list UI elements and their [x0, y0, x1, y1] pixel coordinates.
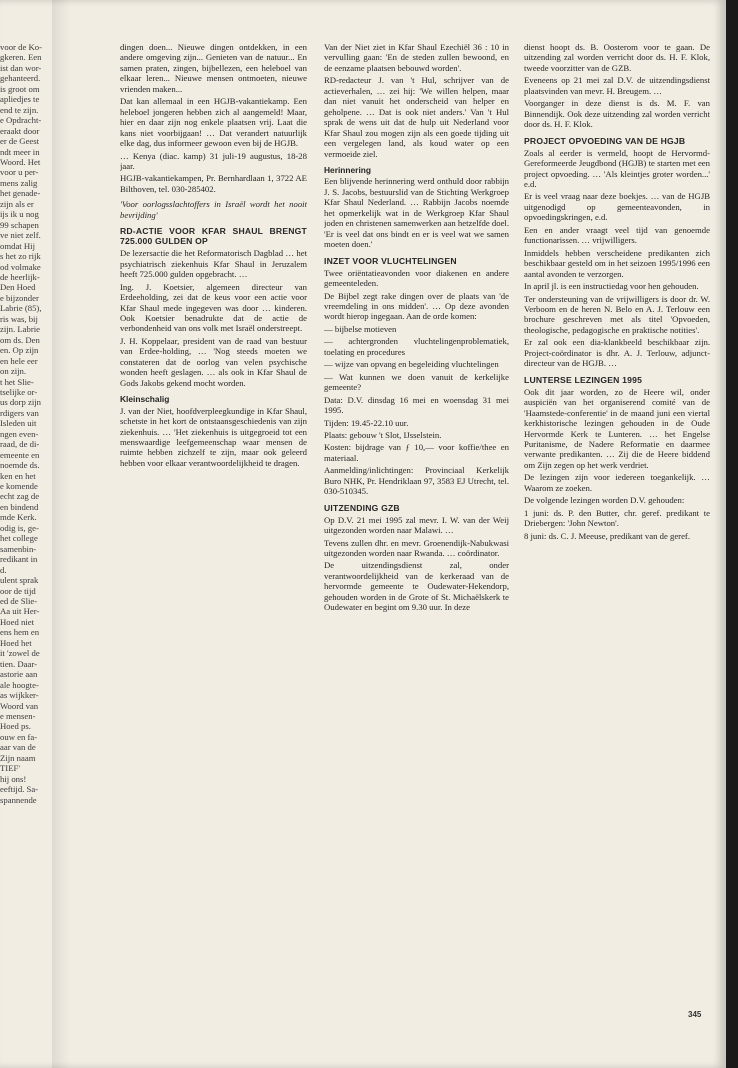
cropped-line: eeftijd. Sa- — [0, 784, 39, 795]
cropped-line: Woord van — [0, 700, 39, 711]
list-item: — wijze van opvang en begeleiding vluchtelingen — [324, 359, 499, 370]
article-column-3 — [524, 42, 710, 543]
event-times: Tijden: 19.45-22.10 uur. — [324, 417, 409, 428]
cropped-line: ens hem en — [0, 627, 40, 638]
cropped-line: ist dan wor- — [0, 62, 42, 73]
headline-project-opvoeding: PROJECT OPVOEDING VAN DE HGJB — [524, 135, 686, 146]
cropped-left-column — [0, 42, 50, 805]
subheading-herinnering: Herinnering — [324, 164, 371, 175]
cropped-line: ken en het — [0, 470, 36, 481]
headline-uitzending-gzb: UITZENDING GZB — [324, 502, 400, 513]
cropped-line: gehanteerd. — [0, 73, 41, 84]
camp-list: … Kenya (diac. kamp) 31 juli-19 augustus, 18-28 jaar. — [120, 150, 307, 171]
cropped-line: mens zalig — [0, 177, 38, 188]
cropped-line: noemde ds. — [0, 460, 40, 471]
list-item: — bijbelse motieven — [324, 323, 397, 334]
cropped-line: ve niet zelf. — [0, 230, 41, 241]
cropped-line: end te zijn. — [0, 104, 39, 115]
cropped-line: hij ons! — [0, 773, 27, 784]
cropped-line: Isleden uit — [0, 418, 37, 429]
cropped-line: odig is, ge- — [0, 522, 39, 533]
cropped-line: t het Slie- — [0, 376, 34, 387]
list-item: — Wat kunnen we doen vanuit de kerkelijke gemeente? — [324, 371, 509, 393]
article-paragraph: Een blijvende herinnering werd onthuld door rabbijn J. S. Jacobs, bestuurslid van de Stichting Werkgroep Kfar Shaul Nederland. … Rabbijn Jacobs noemde het opmerkelijk wat in de Werkgroep Kfar Shaul joden en christenen samenwerken aan hetzelfde doel. 'Er is veel dat ons bindt en er is veel wat we samen moeten doen.' — [324, 176, 509, 250]
article-column-2 — [324, 42, 509, 615]
article-paragraph: De lezersactie die het Reformatorisch Dagblad … het psychiatrisch ziekenhuis Kfar Shaul in Jeruzalem heeft 725.000 gulden opgebracht. … — [120, 248, 307, 280]
article-paragraph: Eveneens op 21 mei zal D.V. de uitzendingsdienst plaatsvinden van mevr. H. Breugem. … — [524, 75, 710, 96]
cropped-line: e bijzonder — [0, 292, 39, 303]
cropped-line: tselijke or- — [0, 386, 38, 397]
cropped-line: en bindend — [0, 501, 39, 512]
headline-vluchtelingen: INZET VOOR VLUCHTELINGEN — [324, 255, 457, 266]
article-paragraph: Er zal ook een dia-klankbeeld beschikbaar zijn. Project-coördinator is dhr. A. J. Terlouw, adjunct-directeur van de HGJB. … — [524, 337, 710, 369]
cropped-line: ijs ik u nog — [0, 209, 39, 220]
article-paragraph: De Bijbel zegt rake dingen over de plaats van 'de vreemdeling in ons midden'. … Op deze avonden wordt hierop ingegaan. Aan de orde komen: — [324, 290, 509, 322]
cropped-line: as wijkker- — [0, 690, 39, 701]
cropped-line: ulent sprak — [0, 575, 39, 586]
list-item: — achtergronden vluchtelingenproblematiek, toelating en procedures — [324, 336, 509, 357]
article-paragraph: De uitzendingsdienst zal, onder verantwoordelijkheid van de kerkeraad van de hervormde gemeente te Oudewater-Hekendorp, gehouden worden in de Grote of St. Michaëlskerk te Oudewater en begint om 9.30 uur. In deze — [324, 560, 509, 613]
article-paragraph: Ook dit jaar worden, zo de Heere wil, onder auspiciën van het organiserend comité van de 'Haamstede-conferentie' in de maand juni een viertal kerkhistorische lezingen gehouden in de Oude Hervormde Kerk te Lunteren. … het Engelse Puritanisme, de Nadere Reformatie en daarmee verwante predikanten. … Zij die de Heere biddend om Zijn zegen op het werk verdriet. — [524, 386, 710, 470]
cropped-line: Labrie (85), — [0, 303, 42, 314]
cropped-line: Hoed ps. — [0, 721, 31, 732]
article-paragraph: In april jl. is een instructiedag voor hen gehouden. — [524, 281, 699, 292]
cropped-line: s het zo rijk — [0, 251, 41, 262]
cropped-line: en. Op zijn — [0, 345, 39, 356]
cropped-line: rdigers van — [0, 407, 39, 418]
cropped-line: raad, de di- — [0, 439, 40, 450]
cropped-line: omdat Hij — [0, 240, 35, 251]
event-location: Plaats: gebouw 't Slot, IJsselstein. — [324, 429, 442, 440]
headline-lunterse-lezingen: LUNTERSE LEZINGEN 1995 — [524, 374, 643, 385]
cropped-line: e Opdracht- — [0, 115, 42, 126]
cropped-line: zijn. Labrie — [0, 324, 41, 335]
cropped-line: it 'zowel de — [0, 648, 40, 659]
cropped-line: eraakt door — [0, 125, 40, 136]
cropped-line: om ds. Den — [0, 334, 40, 345]
article-paragraph: dienst hoopt ds. B. Oosterom voor te gaan. De uitzending zal worden verricht door ds. H. F. Klok, tweede voorzitter van de GZB. — [524, 42, 710, 73]
event-contact: Aanmelding/inlichtingen: Provinciaal Kerkelijk Buro NHK, Pr. Hendriklaan 97, 3583 EJ Utrecht, tel. 030-510345. — [324, 465, 509, 497]
article-paragraph: Zoals al eerder is vermeld, hoopt de Hervormd-Gereformeerde Jeugdbond (HGJB) te starten met een project opvoeding. … 'Als kleintjes groter worden...' e.d. — [524, 147, 710, 189]
cropped-line: spannende — [0, 794, 37, 805]
cropped-line: zijn als er — [0, 198, 34, 209]
article-kicker: 'Voor oorlogsslachtoffers in Israël wordt het nooit bevrijding' — [120, 199, 307, 220]
cropped-line: er de Geest — [0, 136, 40, 147]
article-paragraph: Inmiddels hebben verscheidene predikanten zich beschikbaar gesteld om in het seizoen 1995/1996 een aantal avonden te verzorgen. — [524, 247, 710, 279]
cropped-line: d. — [0, 564, 7, 575]
cropped-line: redikant in — [0, 554, 38, 565]
article-paragraph: Van der Niet ziet in Kfar Shaul Ezechiël 36 : 10 in vervulling gaan: 'En de steden zullen bewoond, en de eenzame plaatsen bebouwd worden'. — [324, 42, 509, 73]
camp-address: HGJB-vakantiekampen, Pr. Bernhardlaan 1, 3722 AE Bilthoven, tel. 030-285402. — [120, 173, 307, 194]
cropped-line: het college — [0, 533, 38, 544]
article-paragraph: Ing. J. Koetsier, algemeen directeur van Erdeeholding, zei dat de keus voor een actie voor Kfar Shaul mede ingegeven was door … kinderen. Ook Koetsier benadrukte dat de actie de verbondenheid van ons volk met Israël onderstreept. — [120, 281, 307, 334]
cropped-line: on zijn. — [0, 366, 27, 377]
cropped-line: het genade- — [0, 188, 41, 199]
cropped-line: voor de Ko- — [0, 42, 42, 52]
cropped-line: ndt meer in — [0, 146, 40, 157]
cropped-line: mde Kerk. — [0, 512, 37, 523]
article-paragraph: De volgende lezingen worden D.V. gehouden: — [524, 495, 685, 506]
article-paragraph: Een en ander vraagt veel tijd van genoemde functionarissen. … vrijwilligers. — [524, 224, 710, 246]
cropped-line: gkeren. Een — [0, 52, 42, 63]
cropped-line: Woord. Het — [0, 156, 41, 167]
cropped-line: Hoed niet — [0, 616, 35, 627]
article-paragraph: Voorganger in deze dienst is ds. M. F. van Binnendijk. Ook deze uitzending zal worden verricht door ds. H. F. Klok. — [524, 98, 710, 130]
cropped-line: ouw en fa- — [0, 731, 38, 742]
cropped-line: ngen even- — [0, 428, 39, 439]
cropped-line: TIEF' — [0, 763, 20, 774]
cropped-line: oor de tijd — [0, 585, 36, 596]
cropped-line: Aa uit Her- — [0, 606, 40, 617]
binding-shadow — [52, 0, 70, 1068]
cropped-line: Zijn naam — [0, 752, 36, 763]
cropped-line: us dorp zijn — [0, 397, 42, 408]
cropped-line: emeente en — [0, 449, 40, 460]
cropped-line: tien. Daar- — [0, 658, 37, 669]
article-paragraph: Ter ondersteuning van de vrijwilligers is door dr. W. Verboom en de heren N. Belo en A. J. Terlouw een brochure geschreven met als titel 'Opvoeden, theologische, pedagogische en praktische notities'. — [524, 293, 710, 335]
article-paragraph: Tevens zullen dhr. en mevr. Groenendijk-Nabukwasi uitgezonden worden naar Rwanda. … coördinator. — [324, 537, 509, 559]
cropped-line: aar van de — [0, 742, 36, 753]
event-dates: Data: D.V. dinsdag 16 mei en woensdag 31 mei 1995. — [324, 394, 509, 416]
cropped-line: en hele eer — [0, 355, 38, 366]
cropped-line: Den Hoed — [0, 282, 36, 293]
headline-kfar-shaul: RD-ACTIE VOOR KFAR SHAUL BRENGT 725.000 GULDEN OP — [120, 226, 307, 247]
article-paragraph: RD-redacteur J. van 't Hul, schrijver van de actieverhalen, … zei hij: 'We willen helpen, maar dan niet vanuit het onderscheid van helper en geholpene. … Dat is ook niet anders.' Van 't Hul sprak de wens uit dat de hulp uit Nederland voor Kfar Shaul zou mogen zijn als een goede tijding uit een vergelegen land, als koud water op een vermoeide ziel. — [324, 75, 509, 159]
lecture-item: 1 juni: ds. P. den Butter, chr. geref. predikant te Driebergen: 'John Newton'. — [524, 507, 710, 529]
cropped-line: astorie aan — [0, 669, 38, 680]
cropped-line: ris was, bij — [0, 313, 38, 324]
vacation-camp-paragraph: dingen doen... Nieuwe dingen ontdekken, in een andere omgeving zijn... Genieten van de natuur... En samen praten, zingen, bijbellezen, een heleboel van elkaar leren... Nieuwe mensen ontmoeten, nieuwe vrienden maken... — [120, 42, 307, 94]
cropped-line: ed de Slie- — [0, 596, 38, 607]
vacation-camp-paragraph: Dat kan allemaal in een HGJB-vakantiekamp. Een heleboel jongeren hebben zich al aangemeld! Maar, hier en daar zijn nog enkele plaatsen vrij. Laat die kans niet voorbijgaan! … Dat verandert natuurlijk elke dag, dus informeer gewoon even bij de HGJB. — [120, 96, 307, 149]
page-number: 345 — [688, 1010, 702, 1019]
cropped-line: od volmake — [0, 261, 41, 272]
cropped-line: 99 schapen — [0, 219, 39, 230]
article-paragraph: Er is veel vraag naar deze boekjes. … van de HGJB uitgenodigd op gemeenteavonden, in opvoedingskringen, e.d. — [524, 191, 710, 223]
article-paragraph: Op D.V. 21 mei 1995 zal mevr. I. W. van der Weij uitgezonden worden naar Malawi. … — [324, 514, 509, 536]
lecture-item: 8 juni: ds. C. J. Meeuse, predikant van de geref. — [524, 530, 690, 541]
article-column-1 — [120, 42, 307, 470]
cropped-line: e komende — [0, 481, 38, 492]
article-paragraph: J. van der Niet, hoofdverpleegkundige in Kfar Shaul, schetste in het kort de ontstaansgeschiedenis van zijn ziekenhuis. … 'Het ziekenhuis is uitgegroeid tot een menswaardige leefgemeenschap waar mensen de ruimte hebben zichzelf te zijn, maar ook geleerd hebben voor elkaar verantwoordelijkheid te dragen. — [120, 405, 307, 468]
cropped-line: samenbin- — [0, 543, 37, 554]
article-paragraph: J. H. Koppelaar, president van de raad van bestuur van Erdee-holding, … 'Nog steeds moeten we constateren dat de oorlog van velen psychische wonden heeft geslagen. … als ook in Kfar Shaul de Gods Jakobs gekend mocht worden. — [120, 335, 307, 388]
article-paragraph: Twee oriëntatieavonden voor diakenen en andere gemeenteleden. — [324, 267, 509, 289]
cropped-line: e mensen- — [0, 711, 36, 721]
cropped-line: ale hoogte- — [0, 679, 39, 690]
cropped-line: is groot om — [0, 83, 40, 94]
cropped-line: apliedjes te — [0, 94, 40, 105]
cropped-line: de heerlijk- — [0, 271, 40, 282]
cropped-line: echt zag de — [0, 491, 40, 502]
article-paragraph: De lezingen zijn voor iedereen toegankelijk. … Waarom ze zoeken. — [524, 472, 710, 493]
subheading-kleinschalig: Kleinschalig — [120, 394, 170, 405]
cropped-line: Hoed het — [0, 637, 32, 648]
event-costs: Kosten: bijdrage van ƒ 10,— voor koffie/thee en materiaal. — [324, 442, 509, 463]
cropped-line: voor u per- — [0, 167, 39, 178]
